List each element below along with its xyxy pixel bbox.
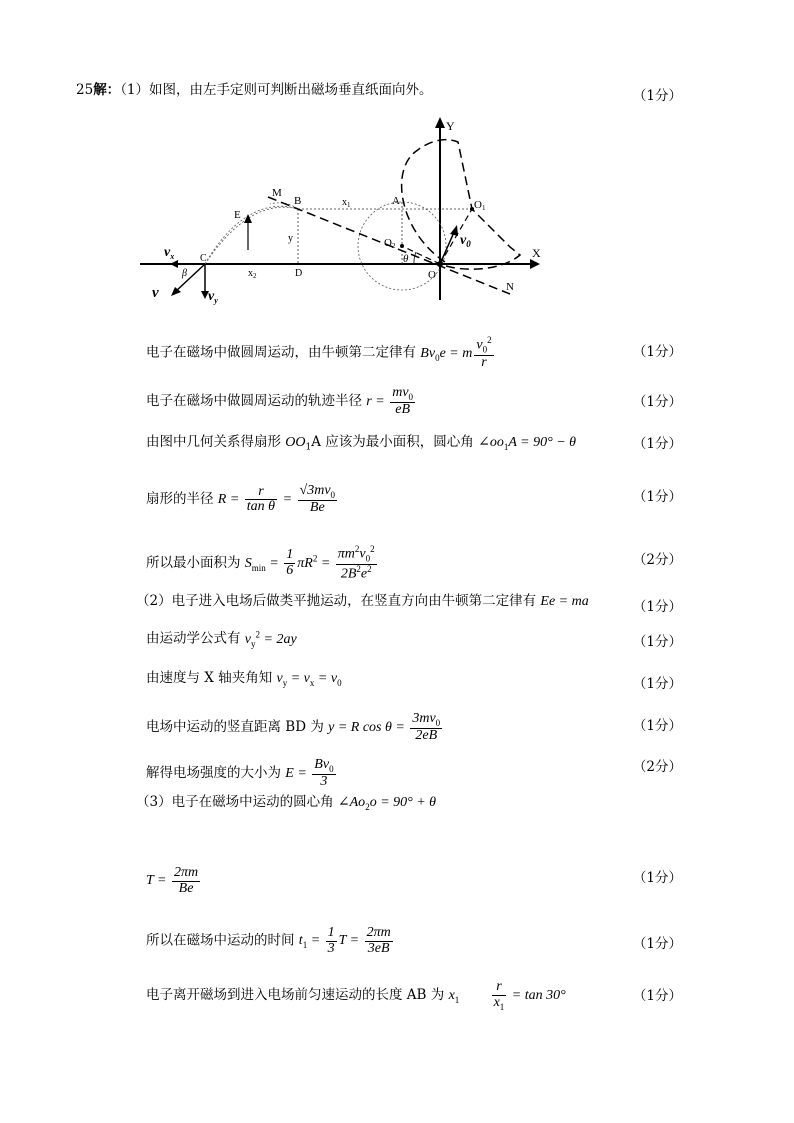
score-l12: （1分） [632,870,682,886]
line-vertical-distance: 电场中运动的竖直距离 BD 为 y = R cos θ = $\frac{3mv_0}{2eB}$ [146,712,444,744]
label-y-axis: Y [446,119,455,133]
label-vy: $v_y$ [208,289,218,305]
question-number: 25 [76,82,94,98]
score-l7: （1分） [632,634,682,650]
formula-x1: $x_1$ [448,988,460,1005]
formula-ee-ma: Ee = ma [540,594,589,609]
line-kinematics: 由运动学公式有 $v_y^2 = 2ay$ [146,629,297,649]
line-field-strength: 解得电场强度的大小为 E = $\frac{Bv_0}{3}$ [146,758,338,790]
formula-newton-magnetic: $Bv_0e = m$ $\frac{v_0^2}{r}$ [420,335,492,370]
formula-radius: r = $\frac{mv_0}{eB}$ [366,385,414,418]
line-time: 所以在磁场中运动的时间 $t_1$ = $\frac{1}{3}$ T = $\frac{2\pi m}{3eB}$ [146,926,395,956]
solution-label: 解： [93,82,121,98]
score-l14: （1分） [632,988,682,1004]
label-a: A [392,195,400,207]
score-l3: （1分） [632,436,682,452]
score-l5: （2分） [632,552,682,568]
score-p1: （1分） [632,88,682,104]
label-m: M [272,187,282,199]
label-d: D [295,268,303,279]
formula-angle1: $\angle oo_1A = 90^\circ - \theta$ [478,435,577,452]
label-beta: β [182,268,187,279]
label-y-distance: y [288,233,293,244]
label-b: B [294,195,302,207]
label-o2: O2 [384,237,396,250]
line-uniform-motion: 电子离开磁场到进入电场前匀速运动的长度 AB 为 $x_1$ $\frac{r}{x_1}$ = tan 30° [146,979,566,1012]
label-v: v [152,285,159,301]
formula-field-strength: E = $\frac{Bv_0}{3}$ [285,757,334,790]
formula-kinematics: $v_y^2 = 2ay$ [244,629,297,649]
label-theta: θ [403,253,409,265]
label-origin: O [428,269,436,281]
label-x-axis: X [532,246,541,260]
line-central-angle: （3）电子在磁场中运动的圆心角 $\angle Ao_2o = 90^\circ + \theta$ [136,794,437,812]
line-electric-newton: （2）电子进入电场后做类平抛运动，在竖直方向由牛顿第二定律有 Ee = ma [136,593,589,609]
line-period [146,866,202,896]
formula-tan30: $\frac{r}{x_1}$ = tan 30° [493,979,566,1012]
formula-sector-radius: R = $\frac{r}{\text{tan θ}}$ = $\frac{√3mv_0}{Be}$ [217,483,336,516]
line-sector-radius: 扇形的半径 R = $\frac{r}{\text{tan θ}}$ = $\frac{√3mv_0}{Be}$ [146,484,339,516]
score-l6: （1分） [632,599,682,615]
score-l9: （1分） [632,718,682,734]
formula-vertical-distance: y = R cos θ = $\frac{3mv_0}{2eB}$ [328,711,441,744]
label-c: C [200,253,207,264]
score-l1: （1分） [632,344,682,360]
label-x1: $x_1$ [342,197,351,209]
question-header [76,84,433,98]
line-radius: 电子在磁场中做圆周运动的轨迹半径 r = $\frac{mv_0}{eB}$ [146,386,417,418]
label-v0: $v_0$ [460,233,471,249]
score-l2: （1分） [632,394,682,410]
score-l8: （1分） [632,676,682,692]
line-newton-magnetic: 电子在磁场中做圆周运动，由牛顿第二定律有 $Bv_0e = m$ $\frac{v_0^2}{r}$ [146,336,496,371]
line-min-area: 所以最小面积为 $S_{min}$ = $\frac{1}{6}$ $\pi R^2$ = $\frac{\pi m^2v_0^2}{2B^2e^2}$ [146,545,379,582]
formula-period: T = $\frac{2\pi m}{Be}$ [146,865,199,896]
physics-diagram [140,112,560,317]
label-vx: $v_x$ [164,245,175,261]
label-o1: O1 [474,199,486,212]
part1-statement: （1）如图，由左手定则可判断出磁场垂直纸面向外。 [120,82,433,98]
formula-time: $t_1$ = $\frac{1}{3}$ T = $\frac{2\pi m}{3eB}$ [298,925,391,956]
score-l13: （1分） [632,936,682,952]
score-l4: （1分） [632,489,682,505]
formula-velocity: $v_y = v_x = v_0$ [276,671,342,688]
line-velocity-angle: 由速度与 X 轴夹角知 $v_y = v_x = v_0$ [146,670,342,688]
formula-min-area: $S_{min}$ = $\frac{1}{6}$ $\pi R^2$ = $\frac{\pi m^2v_0^2}{2B^2e^2}$ [244,544,375,582]
formula-central-angle: $\angle Ao_2o = 90^\circ + \theta$ [337,795,437,812]
line-geometry: 由图中几何关系得扇形 $OO_1A$ 应该为最小面积，圆心角 $\angle oo_1A = 90^\circ - \theta$ [146,434,577,453]
label-n: N [506,281,514,293]
score-l10: （2分） [632,759,682,775]
label-e-field: E [234,209,241,221]
label-x2: $x_2$ [248,268,257,280]
